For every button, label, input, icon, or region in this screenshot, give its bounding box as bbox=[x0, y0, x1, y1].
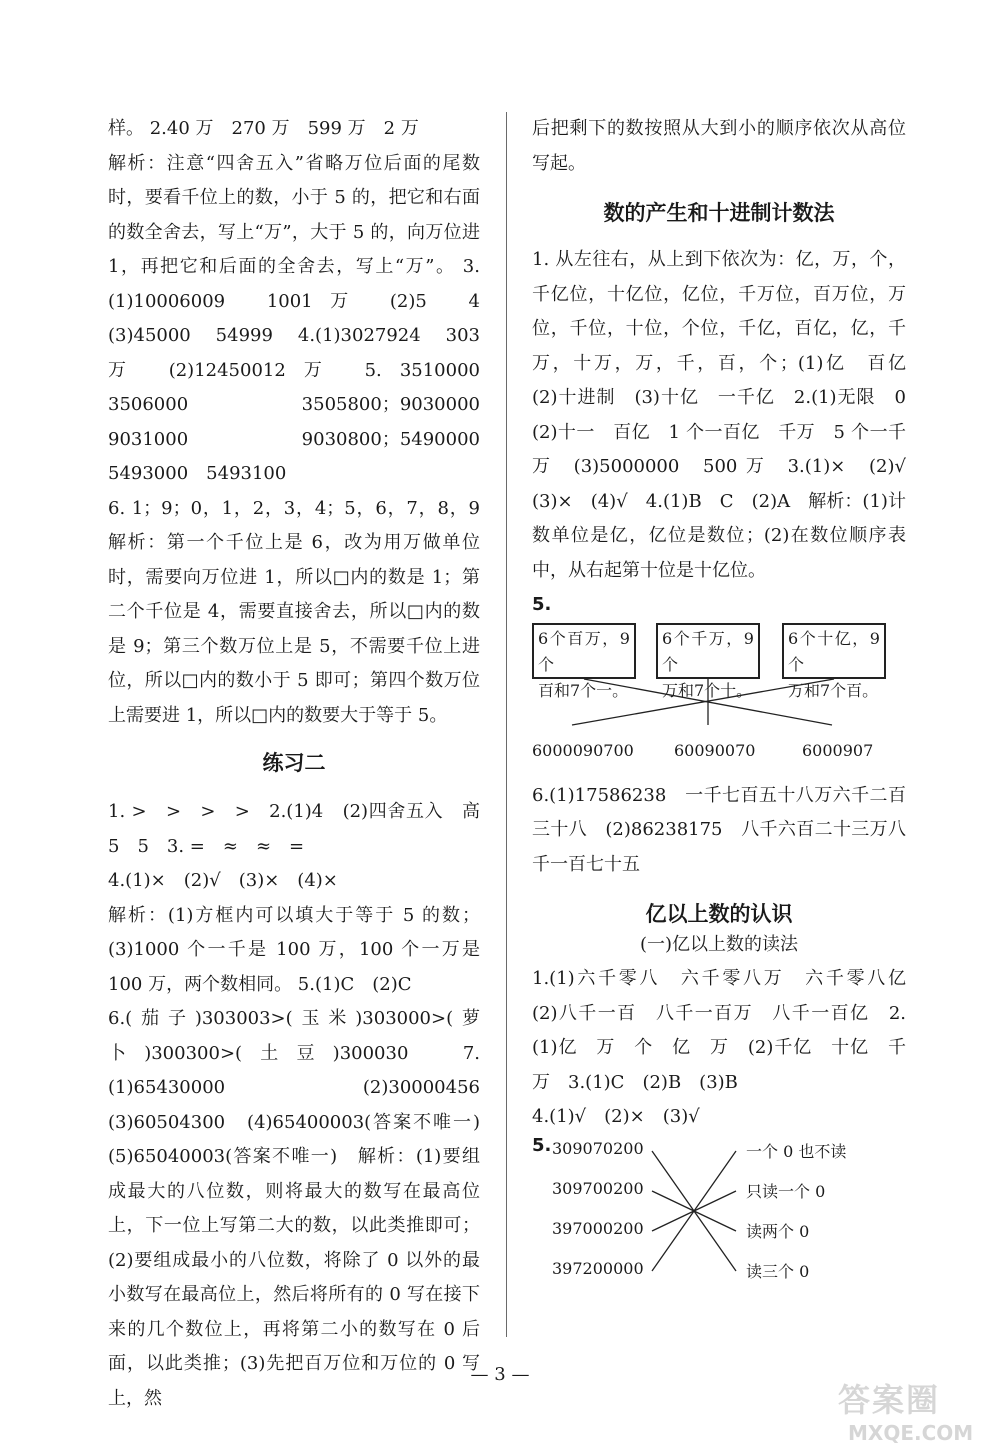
question-5b-label: 5. bbox=[532, 1134, 552, 1156]
box-3-line-2: 万和7个百。 bbox=[788, 680, 879, 700]
box-3-line-1: 6个十亿，9个 bbox=[788, 628, 880, 674]
right-para-1: 后把剩下的数按照从大到小的顺序依次从高位写起。 bbox=[532, 118, 906, 174]
box-2-line-1: 6个千万，9个 bbox=[662, 628, 754, 674]
right-column bbox=[532, 112, 924, 1305]
left-para-6: 解析：(1)方框内可以填大于等于 5 的数；(3)1000 个一千是 100 万，100 个一万是 100 万，两个数相同。 5.(1)C (2)C bbox=[108, 904, 480, 995]
section-title-exercise-2: 练习二 bbox=[262, 751, 326, 775]
right-para-3: 6.(1)17586238 一千七百五十八万六千二百三十八 (2)86238175 八千六百二十三万八千一百七十五 bbox=[532, 784, 906, 875]
watermark-url: MXQE.COM bbox=[848, 1421, 974, 1445]
number-option-3: 6000907 bbox=[802, 740, 874, 760]
left-para-4: 1. > > > > 2.(1)4 (2)四舍五入 高 5 5 3. = ≈ ≈ = bbox=[108, 801, 498, 857]
left-para-5: 4.(1)× (2)√ (3)× (4)× bbox=[108, 870, 338, 891]
subsection-title-reading: (一)亿以上数的读法 bbox=[639, 934, 799, 955]
box-1-line-2: 百和7个一。 bbox=[538, 680, 629, 700]
left-para-7: 6.(茄子)303003>(玉米)303000>(萝卜)300300>(土豆)300030 7.(1)65430000 (2)30000456 (3)60504300 (4)65400003(答案不唯一) (5)65040003(答案不唯一) 解析：(1)要组成最大的八位数，则将最大的数写在最高位上，下一位上写第二大的数，以此类推即可；(2)要组成最小的八位数，将除了 0 以外的最小数写在最高位上，然后将所有的 0 写在接下来的几个数位上，再将第二小的数写在 0 后面，以此类推；(3)先把百万位和万位的 0 写上，然 bbox=[108, 1008, 498, 1409]
right-para-2: 1. 从左往右，从上到下依次为：亿，万，个，千亿位，十亿位，亿位，千万位，百万位，万位，千位，十位，个位，千亿，百亿，亿，千万，十万，万，千，百，个；(1)亿 百亿 (2)十进制 (3)十亿 一千亿 2.(1)无限 0 (2)十一 百亿 1 个一百亿 千万 5 个一千万 (3)5000000 500 万 3.(1)× (2)√ (3)× (4)√ 4.(1)B C (2)A 解析：(1)计数单位是亿，亿位是数位；(2)在数位顺序表中，从右起第十位是十亿位。 bbox=[532, 249, 924, 581]
matching-diagram-boxes bbox=[532, 623, 906, 803]
reading-rule-1: 一个 0 也不读 bbox=[746, 1141, 847, 1161]
reading-number-4: 397200000 bbox=[552, 1258, 644, 1278]
watermark-text: 答案圈 bbox=[838, 1381, 941, 1419]
reading-rule-2: 只读一个 0 bbox=[746, 1181, 826, 1201]
reading-number-2: 309700200 bbox=[552, 1178, 644, 1198]
number-option-1: 6000090700 bbox=[532, 740, 634, 760]
number-option-2: 60090070 bbox=[674, 740, 756, 760]
right-para-5: 4.(1)√ (2)× (3)√ bbox=[532, 1106, 700, 1127]
reading-number-1: 309070200 bbox=[552, 1138, 644, 1158]
matching-lines-1 bbox=[532, 623, 906, 743]
question-5-label: 5. bbox=[532, 594, 552, 615]
reading-rule-3: 读两个 0 bbox=[746, 1221, 810, 1241]
left-para-1: 样。 2.40 万 270 万 599 万 2 万 bbox=[108, 118, 419, 139]
column-divider bbox=[506, 112, 507, 1337]
page-number: — 3 — bbox=[470, 1364, 530, 1385]
right-para-4: 1.(1)六千零八 六千零八万 六千零八亿 (2)八千一百 八千一百万 八千一百亿 2.(1)亿 万 个 亿 万 (2)千亿 十亿 千万 3.(1)C (2)B (3)B bbox=[532, 968, 924, 1093]
box-2-line-2: 万和7个十。 bbox=[662, 680, 753, 700]
section-title-number-origin: 数的产生和十进制计数法 bbox=[603, 201, 835, 225]
left-column bbox=[108, 112, 498, 1416]
matching-lines-2 bbox=[532, 1135, 906, 1305]
left-para-3: 6. 1；9；0，1，2，3，4；5，6，7，8，9 解析：第一个千位上是 6，改为用万做单位时，需要向万位进 1，所以□内的数是 1；第二个千位是 4，需要直接舍去，所以□内的数是 9；第三个数万位上是 5，不需要千位上进位，所以□内的数小于 5 即可；第四个数万位上需要进 1，所以□内的数要大于等于 5。 bbox=[108, 497, 498, 726]
section-title-beyond-yi: 亿以上数的认识 bbox=[645, 902, 793, 926]
box-1-line-1: 6个百万，9个 bbox=[538, 628, 630, 674]
watermark-logo bbox=[838, 1375, 973, 1445]
reading-number-3: 397000200 bbox=[552, 1218, 644, 1238]
matching-diagram-reading bbox=[532, 1135, 906, 1305]
reading-rule-4: 读三个 0 bbox=[746, 1261, 810, 1281]
left-para-2: 解析：注意“四舍五入”省略万位后面的尾数时，要看千位上的数，小于 5 的，把它和右面的数全舍去，写上“万”，大于 5 的，向万位进 1，再把它和后面的全舍去，写上“万”。 3.(1)10006009 1001 万 (2)5 4 (3)45000 54999 4.(1)3027924 303 万 (2)12450012 万 5. 3510000 3506000 3505800；9030000 9031000 9030800；5490000 5493000 5493100 bbox=[108, 152, 498, 484]
